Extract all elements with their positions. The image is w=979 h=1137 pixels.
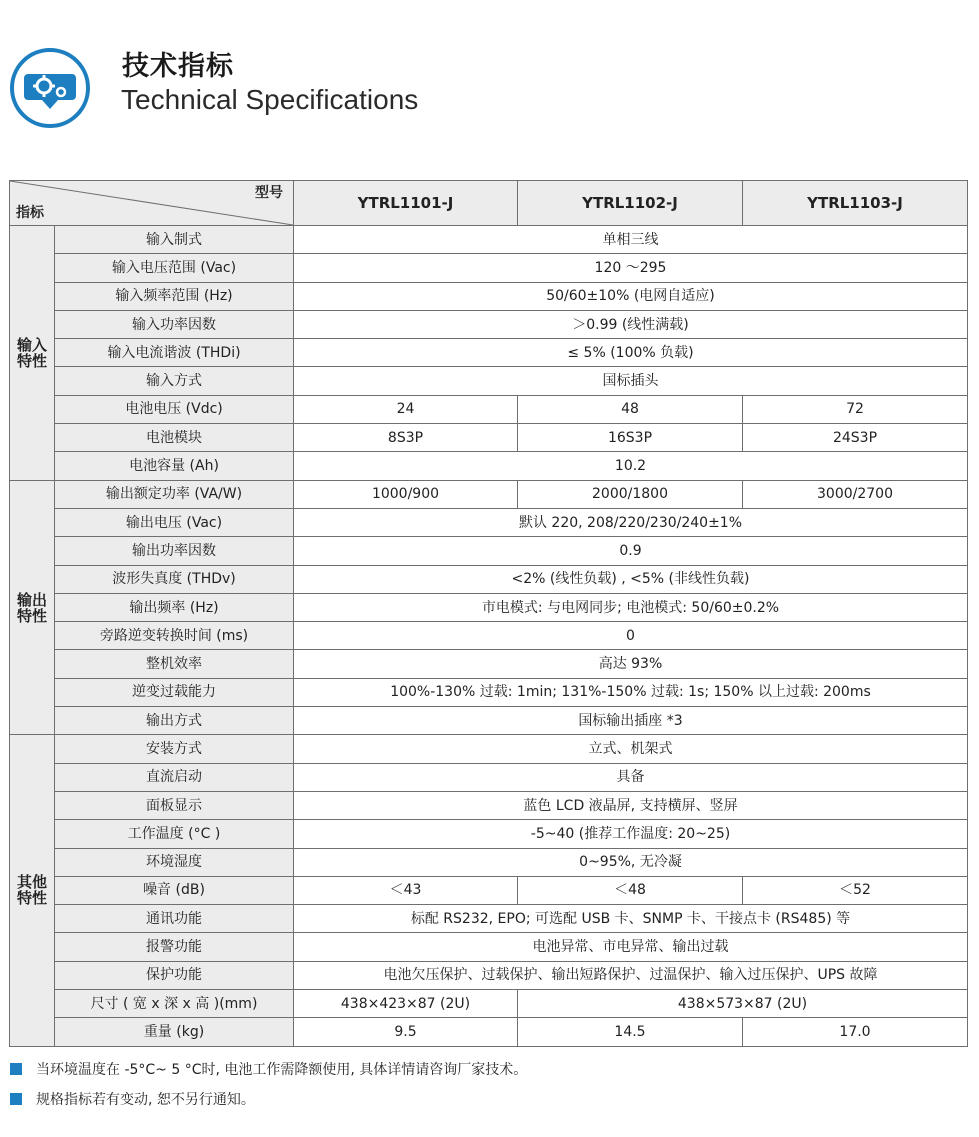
group-label: 输出 特性: [10, 480, 55, 735]
table-row: [10, 678, 968, 706]
spec-label: 面板显示: [55, 791, 294, 819]
table-row: [10, 537, 968, 565]
spec-value: 国标输出插座 *3: [294, 707, 968, 735]
table-row: [10, 452, 968, 480]
table-row: [10, 480, 968, 508]
table-row: [10, 848, 968, 876]
table-row: [10, 339, 968, 367]
corner-index-label: 指标: [16, 205, 44, 221]
table-row: [10, 990, 968, 1018]
spec-label: 电池模块: [55, 424, 294, 452]
spec-label: 直流启动: [55, 763, 294, 791]
spec-value: 16S3P: [518, 424, 743, 452]
spec-label: 输出方式: [55, 707, 294, 735]
spec-label: 输出电压 (Vac): [55, 508, 294, 536]
spec-value: 立式、机架式: [294, 735, 968, 763]
footnotes: [10, 1060, 527, 1120]
spec-value: 48: [518, 395, 743, 423]
table-row: [10, 876, 968, 904]
model-header: YTRL1103-J: [743, 181, 968, 226]
spec-label: 安装方式: [55, 735, 294, 763]
spec-label: 噪音 (dB): [55, 876, 294, 904]
spec-value: 3000/2700: [743, 480, 968, 508]
spec-value: 0~95%, 无冷凝: [294, 848, 968, 876]
spec-value: 8S3P: [294, 424, 518, 452]
table-row: [10, 650, 968, 678]
spec-value: ≤ 5% (100% 负载): [294, 339, 968, 367]
spec-value: 0.9: [294, 537, 968, 565]
spec-value: 1000/900: [294, 480, 518, 508]
spec-label: 波形失真度 (THDv): [55, 565, 294, 593]
table-row: [10, 565, 968, 593]
bullet-square-icon: [10, 1063, 22, 1075]
table-row: [10, 310, 968, 338]
spec-value: 438×573×87 (2U): [518, 990, 968, 1018]
model-header: YTRL1102-J: [518, 181, 743, 226]
table-row: [10, 424, 968, 452]
spec-label: 输出功率因数: [55, 537, 294, 565]
spec-value: 100%-130% 过载: 1min; 131%-150% 过载: 1s; 150% 以上过载: 200ms: [294, 678, 968, 706]
table-row: [10, 763, 968, 791]
spec-value: <2% (线性负载) , <5% (非线性负载): [294, 565, 968, 593]
spec-value: 2000/1800: [518, 480, 743, 508]
table-row: [10, 961, 968, 989]
spec-label: 报警功能: [55, 933, 294, 961]
gear-settings-icon: [8, 46, 92, 130]
spec-value: 10.2: [294, 452, 968, 480]
spec-value: 0: [294, 622, 968, 650]
spec-value: 24: [294, 395, 518, 423]
bullet-square-icon: [10, 1093, 22, 1105]
table-row: [10, 791, 968, 819]
table-corner-cell: [10, 181, 294, 226]
table-row: [10, 367, 968, 395]
table-row: [10, 820, 968, 848]
spec-value: 电池异常、市电异常、输出过载: [294, 933, 968, 961]
footnote: [10, 1090, 527, 1108]
footnote-text: 当环境温度在 -5°C~ 5 °C时, 电池工作需降额使用, 具体详情请咨询厂家技术。: [36, 1062, 528, 1078]
spec-label: 输入功率因数: [55, 310, 294, 338]
table-row: [10, 593, 968, 621]
spec-label: 输出额定功率 (VA/W): [55, 480, 294, 508]
spec-value: ＜43: [294, 876, 518, 904]
table-row: [10, 735, 968, 763]
table-row: [10, 508, 968, 536]
spec-value: ＜48: [518, 876, 743, 904]
spec-value: 单相三线: [294, 226, 968, 254]
spec-label: 通讯功能: [55, 905, 294, 933]
spec-value: 9.5: [294, 1018, 518, 1046]
footnote-text: 规格指标若有变动, 恕不另行通知。: [36, 1092, 255, 1108]
spec-label: 工作温度 (°C ): [55, 820, 294, 848]
spec-value: 120 ～295: [294, 254, 968, 282]
spec-label: 输入电压范围 (Vac): [55, 254, 294, 282]
spec-label: 旁路逆变转换时间 (ms): [55, 622, 294, 650]
spec-value: 72: [743, 395, 968, 423]
spec-value: 默认 220, 208/220/230/240±1%: [294, 508, 968, 536]
spec-value: -5~40 (推荐工作温度: 20~25): [294, 820, 968, 848]
spec-value: 电池欠压保护、过载保护、输出短路保护、过温保护、输入过压保护、UPS 故障: [294, 961, 968, 989]
spec-label: 电池电压 (Vdc): [55, 395, 294, 423]
spec-value: 24S3P: [743, 424, 968, 452]
spec-value: 17.0: [743, 1018, 968, 1046]
spec-label: 电池容量 (Ah): [55, 452, 294, 480]
spec-label: 输入方式: [55, 367, 294, 395]
model-header: YTRL1101-J: [294, 181, 518, 226]
spec-value: 市电模式: 与电网同步; 电池模式: 50/60±0.2%: [294, 593, 968, 621]
spec-label: 输入制式: [55, 226, 294, 254]
table-row: [10, 282, 968, 310]
spec-label: 输出频率 (Hz): [55, 593, 294, 621]
page-title: 技术指标: [122, 51, 234, 82]
corner-model-label: 型号: [255, 185, 283, 201]
spec-label: 尺寸 ( 宽 x 深 x 高 )(mm): [55, 990, 294, 1018]
table-row: [10, 905, 968, 933]
table-header-row: [10, 181, 968, 226]
group-label: 其他 特性: [10, 735, 55, 1046]
spec-value: 高达 93%: [294, 650, 968, 678]
spec-value: 标配 RS232, EPO; 可选配 USB 卡、SNMP 卡、干接点卡 (RS485) 等: [294, 905, 968, 933]
spec-value: 438×423×87 (2U): [294, 990, 518, 1018]
table-row: [10, 1018, 968, 1046]
spec-value: ＞0.99 (线性满载): [294, 310, 968, 338]
spec-label: 逆变过载能力: [55, 678, 294, 706]
table-row: [10, 933, 968, 961]
table-row: [10, 707, 968, 735]
table-row: [10, 254, 968, 282]
group-label: 输入 特性: [10, 226, 55, 481]
footnote: [10, 1060, 527, 1078]
spec-label: 保护功能: [55, 961, 294, 989]
table-row: [10, 395, 968, 423]
spec-label: 输入电流谐波 (THDi): [55, 339, 294, 367]
spec-value: 国标插头: [294, 367, 968, 395]
spec-label: 重量 (kg): [55, 1018, 294, 1046]
spec-label: 整机效率: [55, 650, 294, 678]
spec-table: [9, 180, 968, 1047]
page-subtitle: Technical Specifications: [121, 84, 419, 115]
spec-value: 蓝色 LCD 液晶屏, 支持横屏、竖屏: [294, 791, 968, 819]
spec-value: 14.5: [518, 1018, 743, 1046]
spec-value: 具备: [294, 763, 968, 791]
table-row: [10, 226, 968, 254]
table-row: [10, 622, 968, 650]
spec-value: 50/60±10% (电网自适应): [294, 282, 968, 310]
spec-label: 输入频率范围 (Hz): [55, 282, 294, 310]
spec-label: 环境湿度: [55, 848, 294, 876]
spec-value: ＜52: [743, 876, 968, 904]
